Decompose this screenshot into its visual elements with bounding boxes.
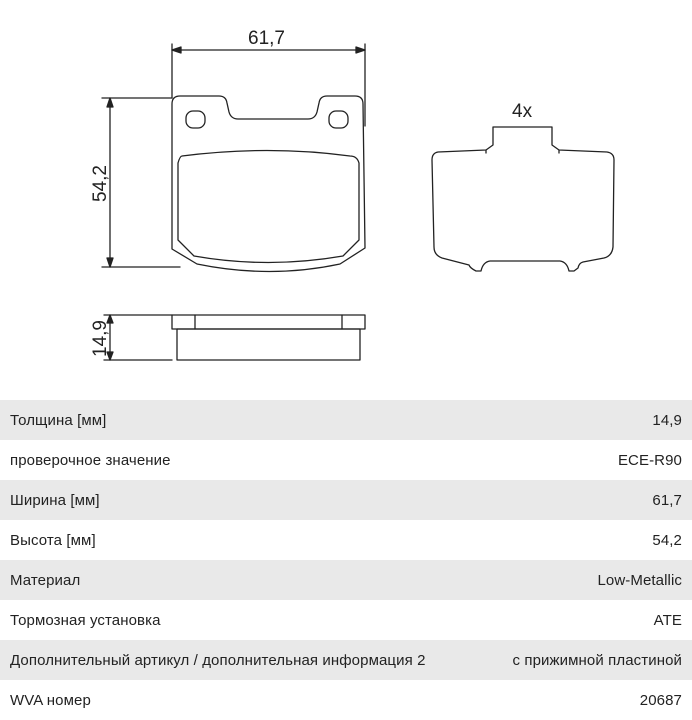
spec-value: Low-Metallic [597, 571, 682, 589]
spec-value: ECE-R90 [617, 451, 682, 469]
spec-row-material [0, 560, 692, 600]
spec-value: 54,2 [652, 531, 682, 549]
spec-value: 20687 [639, 691, 682, 709]
spec-row-wva-number [0, 680, 692, 720]
spec-value: с прижимной пластиной [512, 651, 682, 669]
specifications-table [0, 400, 692, 720]
spec-value: 14,9 [652, 411, 682, 429]
spec-label: проверочное значение [10, 451, 171, 469]
spec-label: Материал [10, 571, 81, 589]
spec-label: Тормозная установка [10, 611, 161, 629]
spec-label: Высота [мм] [10, 531, 96, 549]
spec-row-additional-info [0, 640, 692, 680]
height-dimension-label: 54,2 [90, 165, 111, 202]
spec-row-width [0, 480, 692, 520]
spec-row-thickness [0, 400, 692, 440]
spec-label: Дополнительный артикул / дополнительная информация 2 [10, 651, 426, 669]
clip-quantity-label: 4x [512, 101, 533, 122]
backing-plate-outline [172, 96, 365, 272]
width-dimension-label: 61,7 [248, 28, 285, 49]
spec-row-height [0, 520, 692, 560]
right-mounting-hole [329, 111, 348, 128]
spec-value: ATE [653, 611, 682, 629]
height-dimension [102, 98, 180, 267]
spec-label: Толщина [мм] [10, 411, 107, 429]
friction-material-outline [178, 151, 359, 263]
width-dimension [172, 44, 365, 126]
spec-row-test-value [0, 440, 692, 480]
left-mounting-hole [186, 111, 205, 128]
spec-value: 61,7 [652, 491, 682, 509]
retaining-clip-outline [432, 127, 614, 271]
thickness-dimension-label: 14,9 [90, 320, 111, 357]
spec-row-brake-system [0, 600, 692, 640]
pad-side-view [104, 315, 365, 360]
spec-label: WVA номер [10, 691, 91, 709]
spec-label: Ширина [мм] [10, 491, 100, 509]
